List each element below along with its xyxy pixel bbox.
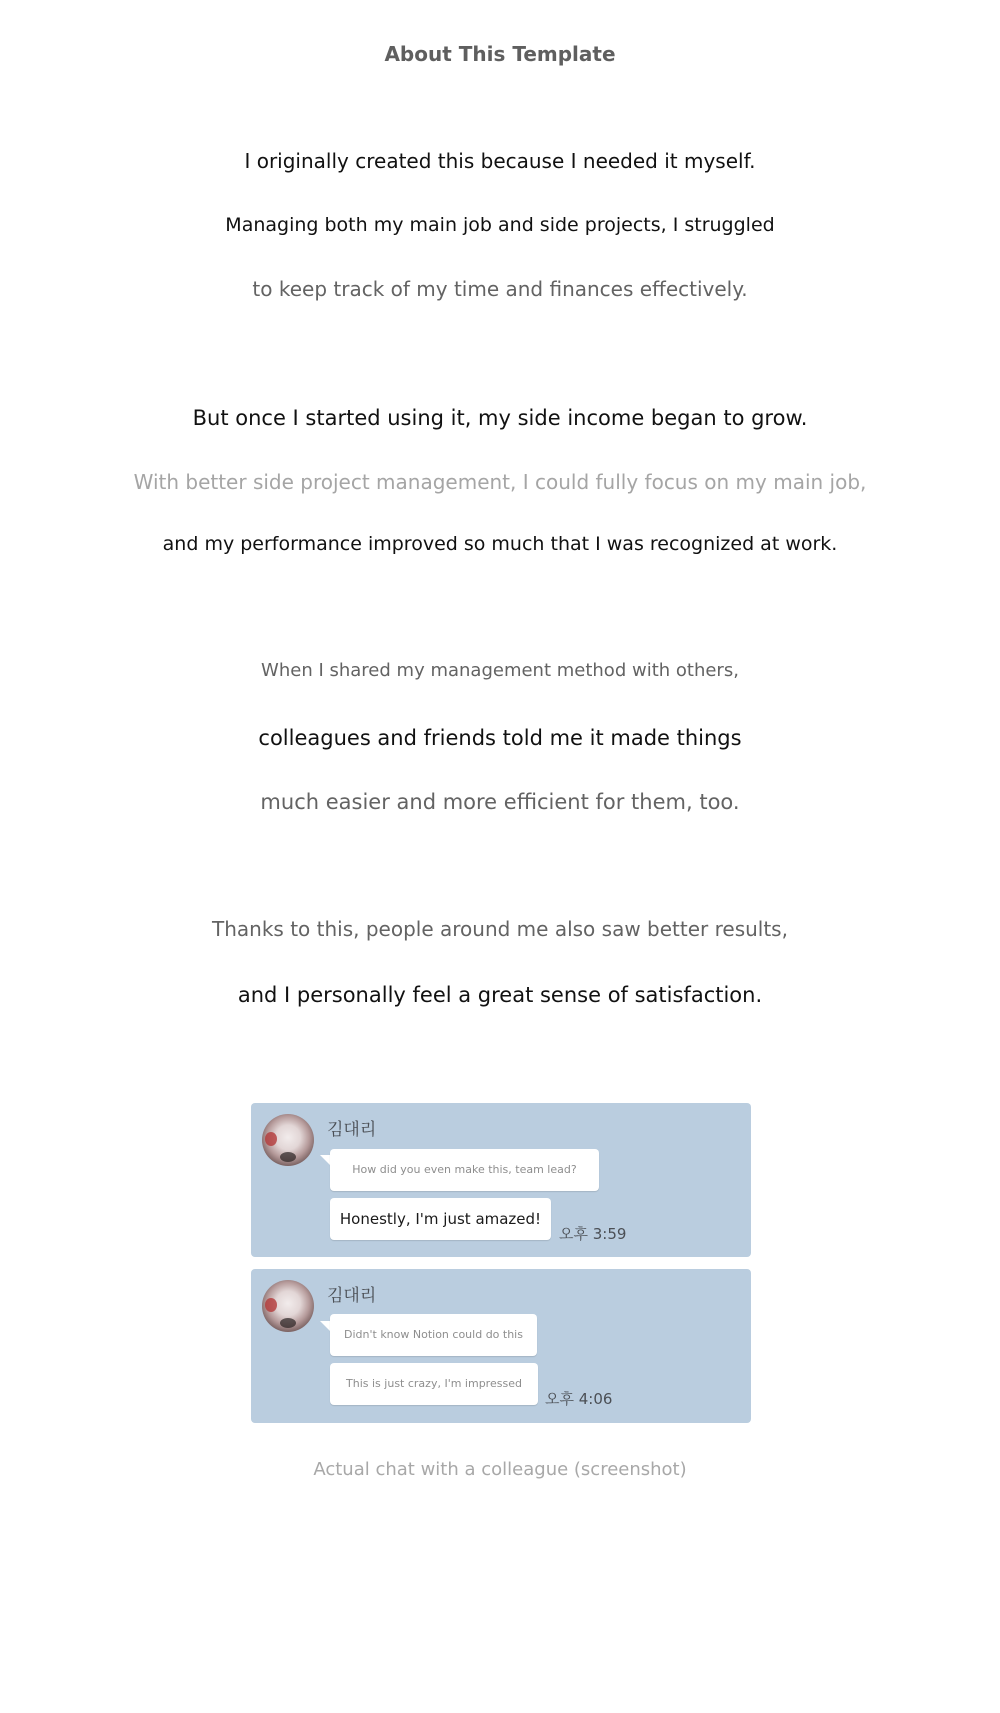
- paragraph-line-1: I originally created this because I needed it myself.: [244, 149, 756, 173]
- chat-timestamp: 오후 4:06: [545, 1390, 613, 1408]
- paragraph-line-9: much easier and more efficient for them, too.: [260, 790, 740, 814]
- page-title: About This Template: [384, 42, 616, 66]
- paragraph-line-10: Thanks to this, people around me also saw better results,: [212, 917, 788, 941]
- paragraph-line-7: When I shared my management method with others,: [261, 660, 739, 681]
- paragraph-line-8: colleagues and friends told me it made things: [258, 726, 742, 750]
- avatar: [262, 1114, 314, 1166]
- paragraph-line-4: But once I started using it, my side income began to grow.: [192, 406, 808, 430]
- chat-message: This is just crazy, I'm impressed: [330, 1363, 538, 1405]
- chat-screenshot-2: [251, 1269, 751, 1423]
- chat-screenshot-1: [251, 1103, 751, 1257]
- chat-message: How did you even make this, team lead?: [330, 1149, 599, 1191]
- chat-sender-name: 김대리: [327, 1120, 377, 1140]
- paragraph-line-5: With better side project management, I could fully focus on my main job,: [133, 470, 867, 494]
- chat-timestamp: 오후 3:59: [559, 1225, 627, 1243]
- avatar: [262, 1280, 314, 1332]
- chat-sender-name: 김대리: [327, 1286, 377, 1306]
- chat-message: Honestly, I'm just amazed!: [330, 1198, 551, 1240]
- image-caption: Actual chat with a colleague (screenshot): [313, 1459, 687, 1480]
- paragraph-line-11: and I personally feel a great sense of satisfaction.: [237, 983, 763, 1007]
- chat-message: Didn't know Notion could do this: [330, 1314, 537, 1356]
- paragraph-line-6: and my performance improved so much that I was recognized at work.: [162, 533, 838, 555]
- paragraph-line-2: Managing both my main job and side projects, I struggled: [225, 214, 775, 236]
- paragraph-line-3: to keep track of my time and finances effectively.: [252, 277, 748, 301]
